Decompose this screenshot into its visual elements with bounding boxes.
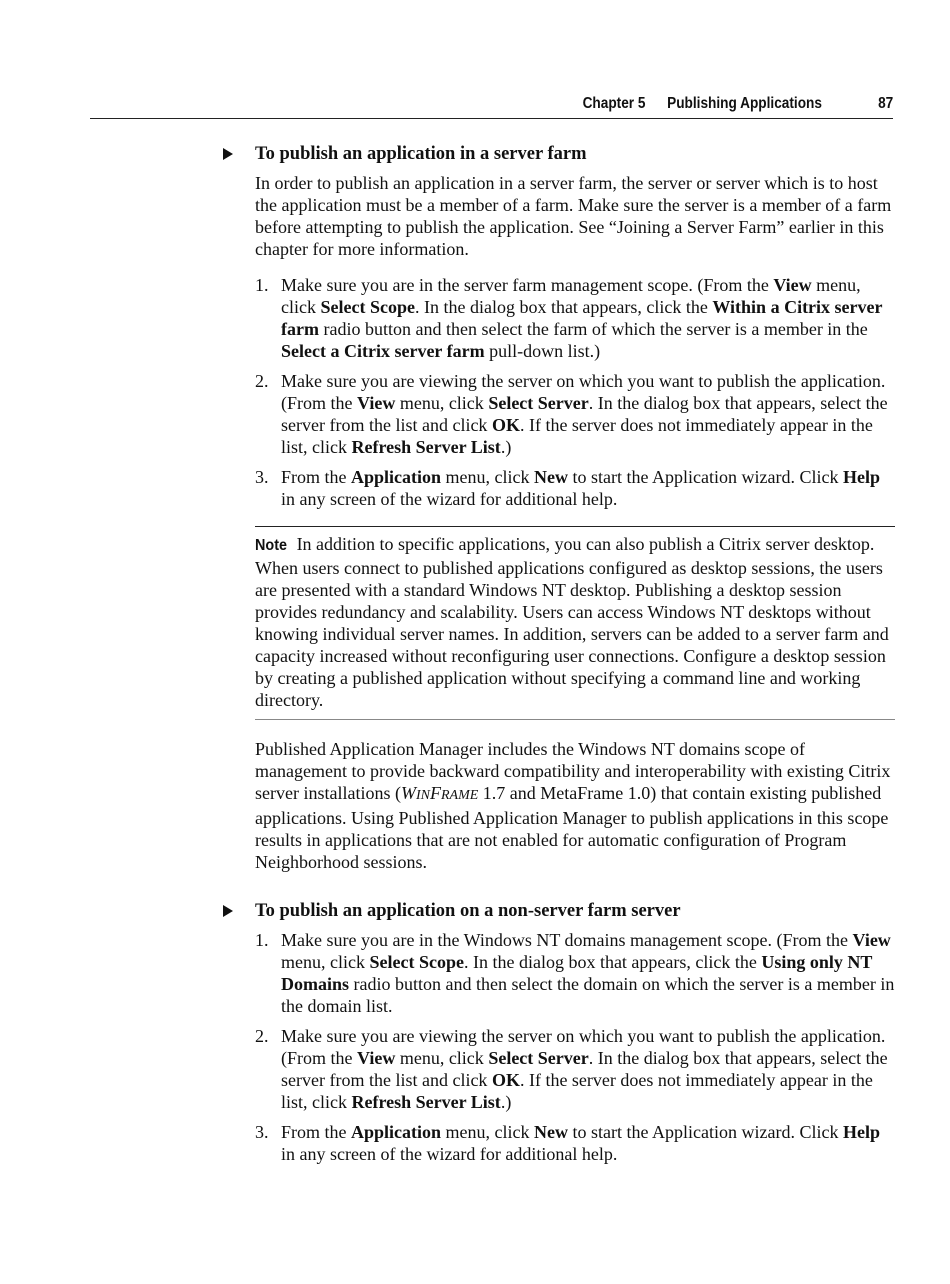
note-box (255, 526, 895, 720)
procedure-heading-text: To publish an application in a server farm (255, 144, 587, 164)
manager-paragraph: Published Application Manager includes the Windows NT domains scope of management to provide backward compatibility and interoperability with existing Citrix server installations (WINFRAME 1.7 and MetaFrame 1.0) that contain existing published applications. Using Published Application Manager to publish applications in this scope results in applications that are not enabled for automatic configuration of Program Neighborhood sessions. (255, 739, 891, 872)
note-label: Note (255, 537, 288, 554)
running-header (90, 93, 893, 119)
list-item (255, 929, 895, 1017)
header-chapter: Chapter 5 (582, 95, 645, 112)
list-item (255, 1121, 895, 1165)
procedure-heading-text: To publish an application on a non-server farm server (255, 901, 681, 921)
step-number: 2. (255, 371, 269, 391)
step-number: 2. (255, 1026, 269, 1046)
list-item (255, 274, 895, 362)
step-text: Make sure you are viewing the server on which you want to publish the application. (From the View menu, click Select Server. In the dialog box that appears, select the server from the list and click OK. If the server does not immediately appear in the list, click Refresh Server List.) (281, 1026, 888, 1112)
procedure-steps-server-farm (255, 274, 895, 510)
step-number: 1. (255, 930, 269, 950)
step-text: Make sure you are in the server farm management scope. (From the View menu, click Select Scope. In the dialog box that appears, click the Within a Citrix server farm radio button and then select the farm of which the server is a member in the Select a Citrix server farm pull-down list.) (281, 275, 883, 361)
list-item (255, 1025, 895, 1113)
step-number: 1. (255, 275, 269, 295)
procedure-heading-non-farm (255, 899, 895, 923)
procedure-arrow-icon (223, 148, 233, 160)
step-text: Make sure you are viewing the server on which you want to publish the application. (From the View menu, click Select Server. In the dialog box that appears, select the server from the list and click OK. If the server does not immediately appear in the list, click Refresh Server List.) (281, 371, 888, 457)
step-number: 3. (255, 467, 269, 487)
page-number: 87 (877, 95, 893, 112)
header-section-title: Publishing Applications (667, 95, 822, 112)
step-number: 3. (255, 1122, 269, 1142)
page-body (255, 142, 895, 1173)
list-item (255, 466, 895, 510)
list-item (255, 370, 895, 458)
step-text: From the Application menu, click New to start the Application wizard. Click Help in any screen of the wizard for additional help. (281, 467, 880, 509)
procedure-heading-server-farm (255, 142, 895, 166)
procedure-arrow-icon (223, 905, 233, 917)
step-text: Make sure you are in the Windows NT domains management scope. (From the View menu, click Select Scope. In the dialog box that appears, click the Using only NT Domains radio button and then select the domain on which the server is a member in the domain list. (281, 930, 895, 1016)
procedure-steps-non-farm (255, 929, 895, 1165)
intro-paragraph: In order to publish an application in a server farm, the server or server which is to host the application must be a member of a farm. Make sure the server is a member of a farm before attempting to publish the application. See “Joining a Server Farm” earlier in this chapter for more information. (255, 173, 892, 259)
note-text: Note In addition to specific applications, you can also publish a Citrix server desktop. When users connect to published applications configured as desktop sessions, the users are presented with a standard Windows NT desktop. Publishing a desktop session provides redundancy and scalability. Users can access Windows NT desktops without knowing individual server names. In addition, servers can be added to a server farm and capacity increased without reconfiguring user connections. Configure a desktop session by creating a published application without specifying a command line and working directory. (255, 534, 889, 710)
step-text: From the Application menu, click New to start the Application wizard. Click Help in any screen of the wizard for additional help. (281, 1122, 880, 1164)
